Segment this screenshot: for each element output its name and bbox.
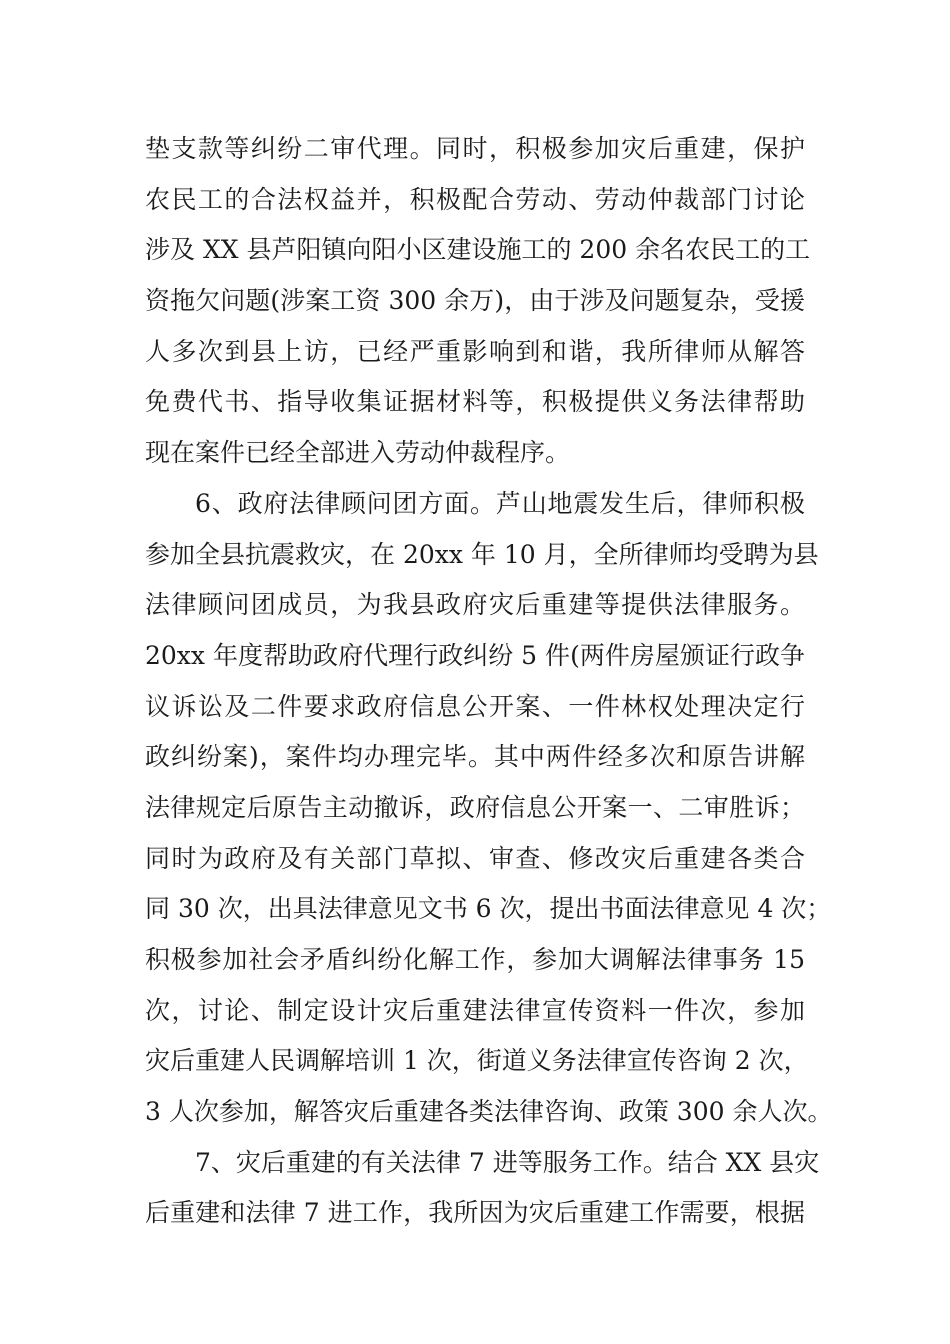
text-line: 免费代书、指导收集证据材料等，积极提供义务法律帮助 (145, 387, 805, 417)
text-line: 法律规定后原告主动撤诉，政府信息公开案一、二审胜诉； (145, 792, 805, 822)
text-line: 后重建和法律 7 进工作，我所因为灾后重建工作需要，根据 (145, 1198, 805, 1228)
text-line: 法律顾问团成员，为我县政府灾后重建等提供法律服务。 (145, 590, 805, 620)
paragraph-6-first-line: 6、政府法律顾问团方面。芦山地震发生后，律师积极 (195, 488, 805, 518)
paragraph-7-first-line: 7、灾后重建的有关法律 7 进等服务工作。结合 XX 县灾 (195, 1147, 820, 1177)
document-body (145, 124, 833, 1239)
text-line: 现在案件已经全部进入劳动仲裁程序。 (145, 438, 571, 468)
text-line: 政纠纷案)，案件均办理完毕。其中两件经多次和原告讲解 (145, 742, 805, 772)
text-line: 同时为政府及有关部门草拟、审查、修改灾后重建各类合 (145, 843, 805, 873)
text-line: 垫支款等纠纷二审代理。同时，积极参加灾后重建，保护 (145, 134, 805, 163)
text-line: 灾后重建人民调解培训 1 次，街道义务法律宣传咨询 2 次， (145, 1046, 809, 1076)
text-line: 人多次到县上访，已经严重影响到和谐，我所律师从解答 (145, 336, 805, 366)
text-line: 3 人次参加，解答灾后重建各类法律咨询、政策 300 余人次。 (145, 1097, 833, 1127)
text-line: 农民工的合法权益并，积极配合劳动、劳动仲裁部门讨论 (145, 184, 805, 214)
text-line: 同 30 次，出具法律意见文书 6 次，提出书面法律意见 4 次； (145, 894, 832, 924)
text-line: 积极参加社会矛盾纠纷化解工作，参加大调解法律事务 15 (145, 945, 805, 974)
text-line: 次，讨论、制定设计灾后重建法律宣传资料一件次，参加 (145, 995, 805, 1025)
text-line: 资拖欠问题(涉案工资 300 余万)，由于涉及问题复杂，受援 (145, 286, 805, 316)
text-line: 参加全县抗震救灾，在 20xx 年 10 月，全所律师均受聘为县 (145, 539, 819, 569)
text-line: 20xx 年度帮助政府代理行政纠纷 5 件(两件房屋颁证行政争 (145, 640, 805, 670)
text-line: 议诉讼及二件要求政府信息公开案、一件林权处理决定行 (145, 691, 805, 721)
text-line: 涉及 XX 县芦阳镇向阳小区建设施工的 200 余名农民工的工 (145, 235, 811, 265)
